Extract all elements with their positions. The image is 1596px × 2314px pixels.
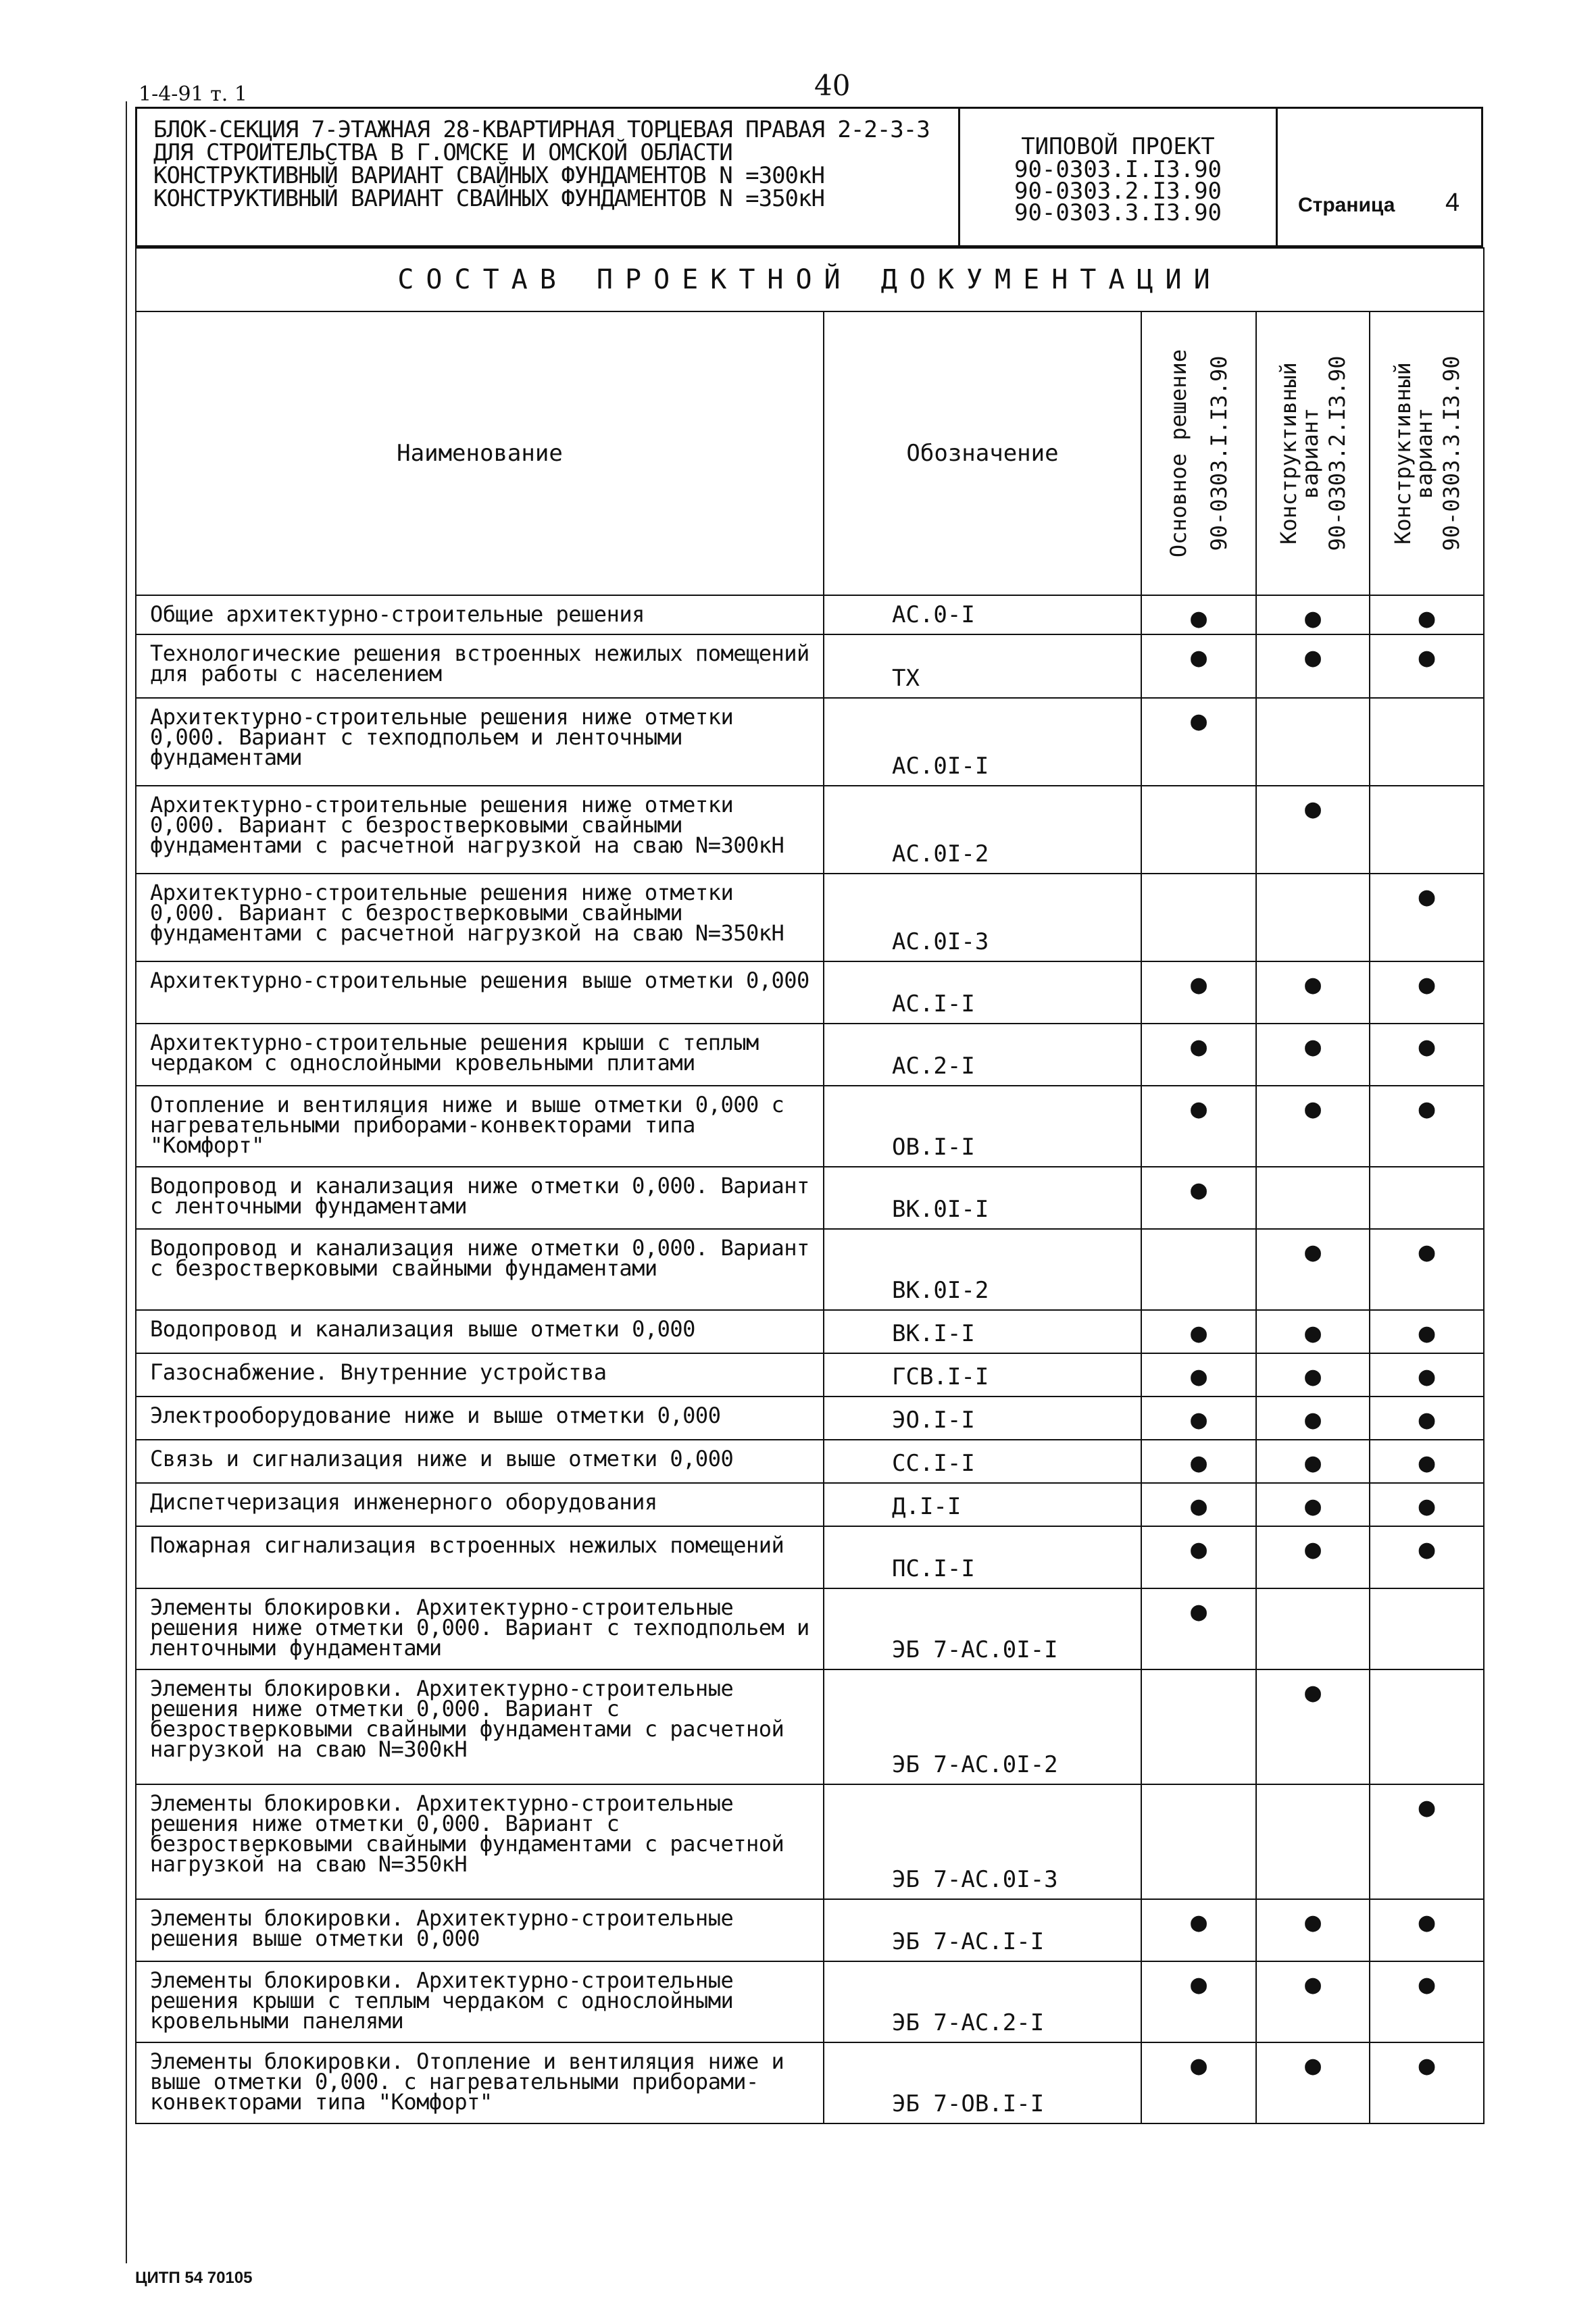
variant-cell-v3 xyxy=(1370,1167,1484,1229)
doc-code: ЭБ 7-ОВ.I-I xyxy=(824,2042,1141,2123)
bullet-mark: ● xyxy=(1190,2050,1207,2081)
variant-cell-v1 xyxy=(1141,1669,1256,1784)
project-code: 90-0303.2.I3.90 xyxy=(1014,178,1222,205)
bullet-mark: ● xyxy=(1304,1969,1322,2000)
variant-cell-v1 xyxy=(1141,2042,1256,2123)
col-header-code: Обозначение xyxy=(824,311,1141,595)
bullet-mark: ● xyxy=(1418,1969,1435,2000)
bullet-mark: ● xyxy=(1190,603,1207,634)
documentation-table xyxy=(135,247,1485,2124)
variant-cell-v3 xyxy=(1370,1353,1484,1397)
table-row xyxy=(136,2042,1484,2123)
table-row xyxy=(136,1899,1484,1961)
table-row xyxy=(136,786,1484,874)
bullet-mark: ● xyxy=(1304,1361,1322,1392)
variant-cell-v2 xyxy=(1256,1961,1370,2042)
doc-code: ГСВ.I-I xyxy=(824,1353,1141,1397)
variant-cell-v3 xyxy=(1370,1899,1484,1961)
doc-code: ЭБ 7-АС.2-I xyxy=(824,1961,1141,2042)
doc-name: Элементы блокировки. Архитектурно-строительные решения выше отметки 0,000 xyxy=(136,1899,824,1961)
variant-cell-v3 xyxy=(1370,698,1484,786)
variant-cell-v1 xyxy=(1141,1483,1256,1526)
variant-cell-v1 xyxy=(1141,786,1256,874)
bullet-mark: ● xyxy=(1418,881,1435,912)
variant-cell-v1 xyxy=(1141,1353,1256,1397)
project-code: 90-0303.I.I3.90 xyxy=(1014,156,1222,183)
bullet-mark: ● xyxy=(1190,705,1207,736)
variant-cell-v2 xyxy=(1256,1588,1370,1669)
doc-code: АС.0I-2 xyxy=(824,786,1141,874)
bullet-mark: ● xyxy=(1304,1317,1322,1349)
col-header-line: вариант xyxy=(1297,407,1323,499)
bullet-mark: ● xyxy=(1190,1361,1207,1392)
doc-code: ЭО.I-I xyxy=(824,1397,1141,1440)
variant-cell-v2 xyxy=(1256,1310,1370,1353)
variant-cell-v2 xyxy=(1256,1483,1370,1526)
doc-code: Д.I-I xyxy=(824,1483,1141,1526)
table-row xyxy=(136,1353,1484,1397)
doc-code: ВК.0I-2 xyxy=(824,1229,1141,1310)
table-row xyxy=(136,1483,1484,1526)
doc-name: Диспетчеризация инженерного оборудования xyxy=(136,1483,824,1526)
variant-cell-v1 xyxy=(1141,1440,1256,1483)
variant-cell-v3 xyxy=(1370,1588,1484,1669)
variant-cell-v3 xyxy=(1370,786,1484,874)
variant-cell-v1 xyxy=(1141,961,1256,1024)
bullet-mark: ● xyxy=(1418,1447,1435,1478)
variant-cell-v2 xyxy=(1256,1440,1370,1483)
bullet-mark: ● xyxy=(1418,1236,1435,1267)
col-header-variant-2 xyxy=(1256,311,1370,595)
bullet-mark: ● xyxy=(1418,969,1435,1000)
bullet-mark: ● xyxy=(1418,642,1435,673)
variant-cell-v2 xyxy=(1256,961,1370,1024)
bullet-mark: ● xyxy=(1190,1031,1207,1062)
bullet-mark: ● xyxy=(1304,642,1322,673)
variant-cell-v1 xyxy=(1141,634,1256,698)
table-row xyxy=(136,1526,1484,1588)
variant-cell-v3 xyxy=(1370,595,1484,634)
bullet-mark: ● xyxy=(1304,1404,1322,1435)
bullet-mark: ● xyxy=(1304,2050,1322,2081)
variant-cell-v1 xyxy=(1141,1310,1256,1353)
variant-cell-v3 xyxy=(1370,1784,1484,1899)
bullet-mark: ● xyxy=(1190,1596,1207,1627)
page-label: Страница xyxy=(1298,194,1395,216)
variant-cell-v1 xyxy=(1141,1229,1256,1310)
variant-cell-v1 xyxy=(1141,1086,1256,1167)
doc-code: ЭБ 7-АС.0I-3 xyxy=(824,1784,1141,1899)
bullet-mark: ● xyxy=(1418,1404,1435,1435)
variant-cell-v3 xyxy=(1370,1229,1484,1310)
bullet-mark: ● xyxy=(1304,1031,1322,1062)
table-row xyxy=(136,1086,1484,1167)
table-row xyxy=(136,1440,1484,1483)
col-header-line: Основное решение xyxy=(1166,349,1191,558)
doc-name: Элементы блокировки. Архитектурно-строительные решения ниже отметки 0,000. Вариант с безростверковыми свайными фундаментами с расчетной нагрузкой на сваю N=300кН xyxy=(136,1669,824,1784)
doc-code: АС.0-I xyxy=(824,595,1141,634)
bullet-mark: ● xyxy=(1304,1236,1322,1267)
margin-rule xyxy=(126,101,127,2263)
col-header-line: Конструктивный xyxy=(1276,362,1301,545)
doc-code: ВК.I-I xyxy=(824,1310,1141,1353)
variant-cell-v1 xyxy=(1141,1784,1256,1899)
bullet-mark: ● xyxy=(1304,1534,1322,1565)
variant-cell-v3 xyxy=(1370,1961,1484,2042)
table-row xyxy=(136,961,1484,1024)
title-description: БЛОК-СЕКЦИЯ 7-ЭТАЖНАЯ 28-КВАРТИРНАЯ ТОРЦЕВАЯ ПРАВАЯ 2-2-3-3 ДЛЯ СТРОИТЕЛЬСТВА В Г.ОМСКЕ И ОМСКОЙ ОБЛАСТИ КОНСТРУКТИВНЫЙ ВАРИАНТ СВАЙНЫХ ФУНДАМЕНТОВ N =300кН КОНСТРУКТИВНЫЙ ВАРИАНТ СВАЙНЫХ ФУНДАМЕНТОВ N =350кН xyxy=(137,109,960,245)
table-body xyxy=(136,595,1484,2123)
bullet-mark: ● xyxy=(1304,793,1322,824)
variant-cell-v1 xyxy=(1141,1588,1256,1669)
doc-code: 1-4-91 т. 1 xyxy=(139,82,247,106)
project-label: ТИПОВОЙ ПРОЕКТ xyxy=(1021,133,1215,160)
bullet-mark: ● xyxy=(1190,1317,1207,1349)
table-row xyxy=(136,1024,1484,1086)
variant-cell-v3 xyxy=(1370,2042,1484,2123)
doc-name: Газоснабжение. Внутренние устройства xyxy=(136,1353,824,1397)
col-header-line: 90-0303.3.I3.90 xyxy=(1438,355,1464,551)
table-row xyxy=(136,1669,1484,1784)
variant-cell-v2 xyxy=(1256,1229,1370,1310)
doc-name: Общие архитектурно-строительные решения xyxy=(136,595,824,634)
col-header-variant-1 xyxy=(1141,311,1256,595)
page-value: 4 xyxy=(1445,188,1460,217)
variant-cell-v3 xyxy=(1370,961,1484,1024)
bullet-mark: ● xyxy=(1418,1792,1435,1823)
col-header-line: вариант xyxy=(1411,407,1437,499)
table-row xyxy=(136,698,1484,786)
variant-cell-v1 xyxy=(1141,1024,1256,1086)
col-header-line: Конструктивный xyxy=(1389,362,1416,545)
section-title: СОСТАВ ПРОЕКТНОЙ ДОКУМЕНТАЦИИ xyxy=(136,248,1484,311)
bullet-mark: ● xyxy=(1190,1404,1207,1435)
table-row xyxy=(136,1229,1484,1310)
title-block xyxy=(135,107,1483,247)
table-row xyxy=(136,1397,1484,1440)
col-header-line: 90-0303.I.I3.90 xyxy=(1206,355,1232,551)
variant-cell-v3 xyxy=(1370,1310,1484,1353)
variant-cell-v3 xyxy=(1370,1669,1484,1784)
variant-cell-v1 xyxy=(1141,1167,1256,1229)
variant-cell-v2 xyxy=(1256,1784,1370,1899)
table-row xyxy=(136,595,1484,634)
doc-name: Элементы блокировки. Архитектурно-строительные решения крыши с теплым чердаком с однослойными кровельными панелями xyxy=(136,1961,824,2042)
bullet-mark: ● xyxy=(1304,1093,1322,1124)
bullet-mark: ● xyxy=(1304,1907,1322,1938)
variant-cell-v3 xyxy=(1370,1397,1484,1440)
project-code: 90-0303.3.I3.90 xyxy=(1014,199,1222,226)
variant-cell-v3 xyxy=(1370,874,1484,961)
doc-name: Архитектурно-строительные решения ниже отметки 0,000. Вариант с безростверковыми свайными фундаментами с расчетной нагрузкой на сваю N=300кН xyxy=(136,786,824,874)
variant-cell-v1 xyxy=(1141,1397,1256,1440)
variant-cell-v2 xyxy=(1256,1167,1370,1229)
doc-name: Технологические решения встроенных нежилых помещений для работы с населением xyxy=(136,634,824,698)
bullet-mark: ● xyxy=(1190,1969,1207,2000)
bullet-mark: ● xyxy=(1190,1174,1207,1205)
doc-code: АС.0I-3 xyxy=(824,874,1141,961)
doc-code: СС.I-I xyxy=(824,1440,1141,1483)
bullet-mark: ● xyxy=(1304,603,1322,634)
variant-cell-v1 xyxy=(1141,698,1256,786)
variant-cell-v2 xyxy=(1256,595,1370,634)
bullet-mark: ● xyxy=(1418,2050,1435,2081)
bullet-mark: ● xyxy=(1190,1490,1207,1521)
doc-code: ТХ xyxy=(824,634,1141,698)
doc-code: ПС.I-I xyxy=(824,1526,1141,1588)
bullet-mark: ● xyxy=(1418,1317,1435,1349)
table-row xyxy=(136,1961,1484,2042)
variant-cell-v2 xyxy=(1256,874,1370,961)
doc-name: Архитектурно-строительные решения выше отметки 0,000 xyxy=(136,961,824,1024)
doc-name: Архитектурно-строительные решения крыши с теплым чердаком с однослойными кровельными плитами xyxy=(136,1024,824,1086)
bullet-mark: ● xyxy=(1190,1093,1207,1124)
doc-code: ЭБ 7-АС.I-I xyxy=(824,1899,1141,1961)
project-info xyxy=(960,109,1278,245)
bullet-mark: ● xyxy=(1190,642,1207,673)
doc-name: Элементы блокировки. Архитектурно-строительные решения ниже отметки 0,000. Вариант с техподпольем и ленточными фундаментами xyxy=(136,1588,824,1669)
bullet-mark: ● xyxy=(1418,1534,1435,1565)
col-header-line: 90-0303.2.I3.90 xyxy=(1324,355,1350,551)
variant-cell-v2 xyxy=(1256,2042,1370,2123)
variant-cell-v2 xyxy=(1256,1397,1370,1440)
col-header-name: Наименование xyxy=(136,311,824,595)
doc-name: Архитектурно-строительные решения ниже отметки 0,000. Вариант с техподпольем и ленточными фундаментами xyxy=(136,698,824,786)
table-row xyxy=(136,1167,1484,1229)
variant-cell-v1 xyxy=(1141,595,1256,634)
variant-cell-v2 xyxy=(1256,1086,1370,1167)
table-row xyxy=(136,1784,1484,1899)
doc-name: Пожарная сигнализация встроенных нежилых помещений xyxy=(136,1526,824,1588)
bullet-mark: ● xyxy=(1418,603,1435,634)
variant-cell-v3 xyxy=(1370,1526,1484,1588)
doc-code: ВК.0I-I xyxy=(824,1167,1141,1229)
page-box xyxy=(1278,109,1483,245)
bullet-mark: ● xyxy=(1190,969,1207,1000)
variant-cell-v2 xyxy=(1256,1899,1370,1961)
table-row xyxy=(136,1310,1484,1353)
doc-name: Водопровод и канализация ниже отметки 0,000. Вариант с безростверковыми свайными фундаментами xyxy=(136,1229,824,1310)
variant-cell-v3 xyxy=(1370,1086,1484,1167)
variant-cell-v3 xyxy=(1370,634,1484,698)
variant-cell-v3 xyxy=(1370,1024,1484,1086)
bullet-mark: ● xyxy=(1418,1907,1435,1938)
variant-cell-v2 xyxy=(1256,786,1370,874)
doc-name: Элементы блокировки. Отопление и вентиляция ниже и выше отметки 0,000. с нагревательными приборами-конвекторами типа "Комфорт" xyxy=(136,2042,824,2123)
table-row xyxy=(136,1588,1484,1669)
doc-code: ОВ.I-I xyxy=(824,1086,1141,1167)
doc-name: Электрооборудование ниже и выше отметки 0,000 xyxy=(136,1397,824,1440)
bullet-mark: ● xyxy=(1304,1677,1322,1708)
variant-cell-v2 xyxy=(1256,634,1370,698)
bullet-mark: ● xyxy=(1190,1534,1207,1565)
footer-stamp: ЦИТП 54 70105 xyxy=(135,2269,253,2287)
variant-cell-v3 xyxy=(1370,1483,1484,1526)
variant-cell-v2 xyxy=(1256,1526,1370,1588)
doc-name: Архитектурно-строительные решения ниже отметки 0,000. Вариант с безростверковыми свайными фундаментами с расчетной нагрузкой на сваю N=350кН xyxy=(136,874,824,961)
bullet-mark: ● xyxy=(1304,969,1322,1000)
variant-cell-v2 xyxy=(1256,1669,1370,1784)
doc-name: Элементы блокировки. Архитектурно-строительные решения ниже отметки 0,000. Вариант с безростверковыми свайными фундаментами с расчетной нагрузкой на сваю N=350кН xyxy=(136,1784,824,1899)
doc-name: Водопровод и канализация выше отметки 0,000 xyxy=(136,1310,824,1353)
doc-code: АС.I-I xyxy=(824,961,1141,1024)
table-row xyxy=(136,874,1484,961)
bullet-mark: ● xyxy=(1418,1031,1435,1062)
variant-cell-v2 xyxy=(1256,1024,1370,1086)
table-row xyxy=(136,634,1484,698)
doc-name: Водопровод и канализация ниже отметки 0,000. Вариант с ленточными фундаментами xyxy=(136,1167,824,1229)
doc-name: Связь и сигнализация ниже и выше отметки 0,000 xyxy=(136,1440,824,1483)
bullet-mark: ● xyxy=(1418,1490,1435,1521)
bullet-mark: ● xyxy=(1418,1361,1435,1392)
variant-cell-v3 xyxy=(1370,1440,1484,1483)
bullet-mark: ● xyxy=(1304,1490,1322,1521)
variant-cell-v1 xyxy=(1141,1899,1256,1961)
bullet-mark: ● xyxy=(1304,1447,1322,1478)
doc-code: АС.2-I xyxy=(824,1024,1141,1086)
col-header-variant-3 xyxy=(1370,311,1484,595)
bullet-mark: ● xyxy=(1418,1093,1435,1124)
variant-cell-v2 xyxy=(1256,698,1370,786)
doc-name: Отопление и вентиляция ниже и выше отметки 0,000 с нагревательными приборами-конвекторами типа "Комфорт" xyxy=(136,1086,824,1167)
variant-cell-v1 xyxy=(1141,1526,1256,1588)
bullet-mark: ● xyxy=(1190,1447,1207,1478)
variant-cell-v1 xyxy=(1141,874,1256,961)
doc-code: АС.0I-I xyxy=(824,698,1141,786)
variant-cell-v1 xyxy=(1141,1961,1256,2042)
page-number: 40 xyxy=(814,69,851,102)
bullet-mark: ● xyxy=(1190,1907,1207,1938)
doc-code: ЭБ 7-АС.0I-I xyxy=(824,1588,1141,1669)
variant-cell-v2 xyxy=(1256,1353,1370,1397)
doc-code: ЭБ 7-АС.0I-2 xyxy=(824,1669,1141,1784)
